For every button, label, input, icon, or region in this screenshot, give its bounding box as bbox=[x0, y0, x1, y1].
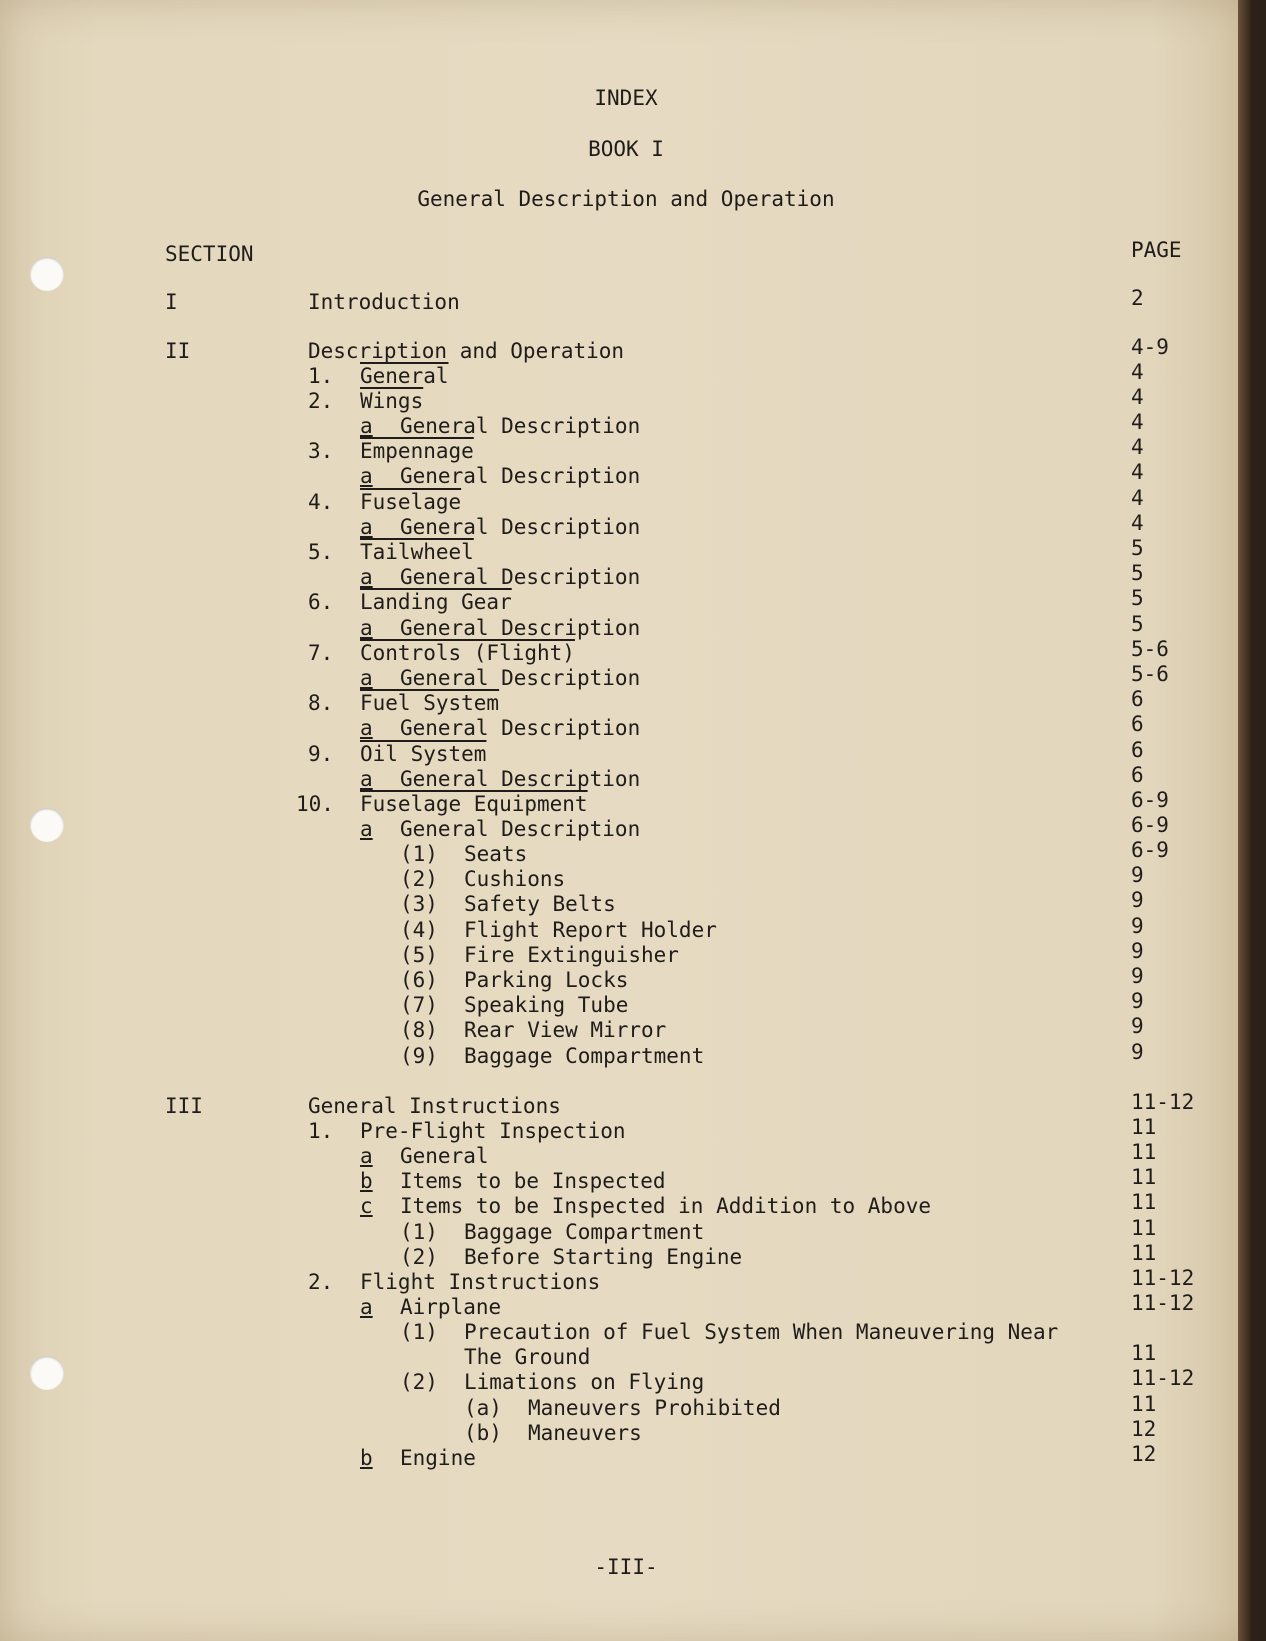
page-column-header: PAGE bbox=[1131, 238, 1182, 262]
item-number: 5. bbox=[308, 540, 334, 564]
subitem-title: General bbox=[400, 1144, 489, 1168]
paren-title: Seats bbox=[464, 842, 528, 866]
page-reference: 5 bbox=[1131, 586, 1144, 610]
page-reference: 11 bbox=[1131, 1165, 1157, 1189]
item-title: Controls (Flight) bbox=[360, 641, 575, 665]
paren-number: (6) bbox=[400, 968, 438, 992]
item-title: Flight Instructions bbox=[360, 1270, 601, 1294]
paren-title: Speaking Tube bbox=[464, 993, 629, 1017]
item-number: 6. bbox=[308, 590, 334, 614]
paren-number: (2) bbox=[400, 867, 438, 891]
page-reference: 6-9 bbox=[1131, 788, 1169, 812]
subitem-letter: a bbox=[360, 565, 373, 589]
section-numeral: II bbox=[165, 339, 191, 363]
paren-title: Cushions bbox=[464, 867, 566, 891]
paren-number: (1) bbox=[400, 842, 438, 866]
subparen-letter: (b) bbox=[464, 1421, 502, 1445]
subitem-title: General Description bbox=[400, 414, 641, 438]
item-number: 1. bbox=[308, 364, 334, 388]
page-reference: 4 bbox=[1131, 486, 1144, 510]
page-reference: 5-6 bbox=[1131, 662, 1169, 686]
subparen-letter: (a) bbox=[464, 1396, 502, 1420]
page-reference: 6-9 bbox=[1131, 813, 1169, 837]
page-reference: 11-12 bbox=[1131, 1366, 1195, 1390]
paren-number: (1) bbox=[400, 1220, 438, 1244]
paren-title: Flight Report Holder bbox=[464, 918, 717, 942]
subparen-title: Maneuvers bbox=[528, 1421, 642, 1445]
item-title: Pre-Flight Inspection bbox=[360, 1119, 626, 1143]
page-number: -III- bbox=[594, 1555, 658, 1579]
page-reference: 5-6 bbox=[1131, 637, 1169, 661]
subitem-letter: a bbox=[360, 1144, 373, 1168]
subitem-title: General Description bbox=[400, 616, 641, 640]
page-reference: 11 bbox=[1131, 1392, 1157, 1416]
item-number: 3. bbox=[308, 439, 334, 463]
subitem-letter: a bbox=[360, 817, 373, 841]
page-reference: 4 bbox=[1131, 511, 1144, 535]
paren-number: (3) bbox=[400, 892, 438, 916]
paren-title: Rear View Mirror bbox=[464, 1018, 667, 1042]
subitem-title: General Description bbox=[400, 767, 641, 791]
paren-title: Baggage Compartment bbox=[464, 1220, 705, 1244]
item-title: Wings bbox=[360, 389, 424, 413]
page-reference: 5 bbox=[1131, 612, 1144, 636]
subitem-letter: a bbox=[360, 515, 373, 539]
paren-title: Baggage Compartment bbox=[464, 1044, 705, 1068]
subitem-title: Items to be Inspected bbox=[400, 1169, 666, 1193]
subitem-title: General Description bbox=[400, 817, 641, 841]
item-number: 10. bbox=[296, 792, 334, 816]
subitem-letter: a bbox=[360, 414, 373, 438]
page-reference: 4 bbox=[1131, 410, 1144, 434]
item-number: 8. bbox=[308, 691, 334, 715]
item-title: General bbox=[360, 364, 449, 388]
page-reference: 9 bbox=[1131, 939, 1144, 963]
item-number: 2. bbox=[308, 1270, 334, 1294]
subitem-letter: a bbox=[360, 464, 373, 488]
item-number: 7. bbox=[308, 641, 334, 665]
page-reference: 9 bbox=[1131, 914, 1144, 938]
paren-title: Before Starting Engine bbox=[464, 1245, 743, 1269]
item-title: Oil System bbox=[360, 742, 487, 766]
page-reference: 6-9 bbox=[1131, 838, 1169, 862]
page-reference: 9 bbox=[1131, 989, 1144, 1013]
item-number: 1. bbox=[308, 1119, 334, 1143]
item-number: 4. bbox=[308, 490, 334, 514]
section-title: General Instructions bbox=[308, 1094, 561, 1118]
page-reference: 12 bbox=[1131, 1442, 1157, 1466]
subitem-letter: a bbox=[360, 1295, 373, 1319]
item-title: Fuselage bbox=[360, 490, 462, 514]
page-reference: 9 bbox=[1131, 1014, 1144, 1038]
paren-number: (1) bbox=[400, 1320, 438, 1344]
section-title: Introduction bbox=[308, 290, 460, 314]
item-title: Tailwheel bbox=[360, 540, 474, 564]
subitem-title: Airplane bbox=[400, 1295, 502, 1319]
punch-hole bbox=[30, 1356, 64, 1390]
paren-title: Limations on Flying bbox=[464, 1370, 705, 1394]
page-reference: 6 bbox=[1131, 738, 1144, 762]
section-title: Description and Operation bbox=[308, 339, 625, 363]
page-reference: 4 bbox=[1131, 435, 1144, 459]
page-reference: 5 bbox=[1131, 536, 1144, 560]
page-reference: 4 bbox=[1131, 460, 1144, 484]
paren-number: (7) bbox=[400, 993, 438, 1017]
page-reference: 6 bbox=[1131, 712, 1144, 736]
paren-title: Safety Belts bbox=[464, 892, 616, 916]
paren-number: (8) bbox=[400, 1018, 438, 1042]
page-reference: 12 bbox=[1131, 1417, 1157, 1441]
page-reference: 11-12 bbox=[1131, 1090, 1195, 1114]
book-subtitle: General Description and Operation bbox=[417, 187, 835, 211]
item-title: Fuselage Equipment bbox=[360, 792, 588, 816]
subitem-letter: b bbox=[360, 1446, 373, 1470]
page-reference: 6 bbox=[1131, 687, 1144, 711]
subitem-title: General Description bbox=[400, 515, 641, 539]
page-reference: 9 bbox=[1131, 863, 1144, 887]
page-edge bbox=[1238, 0, 1252, 1641]
subitem-title: General Description bbox=[400, 464, 641, 488]
item-number: 9. bbox=[308, 742, 334, 766]
page-reference: 9 bbox=[1131, 1040, 1144, 1064]
page-reference: 4 bbox=[1131, 385, 1144, 409]
item-title: Fuel System bbox=[360, 691, 500, 715]
subitem-title: Items to be Inspected in Addition to Above bbox=[400, 1194, 932, 1218]
section-column-header: SECTION bbox=[165, 242, 254, 266]
item-title: Empennage bbox=[360, 439, 474, 463]
subparen-title: Maneuvers Prohibited bbox=[528, 1396, 781, 1420]
page-reference: 11 bbox=[1131, 1241, 1157, 1265]
page-reference: 9 bbox=[1131, 964, 1144, 988]
page-reference: 9 bbox=[1131, 888, 1144, 912]
subitem-letter: a bbox=[360, 666, 373, 690]
punch-hole bbox=[30, 257, 64, 291]
item-number: 2. bbox=[308, 389, 334, 413]
page-reference: 6 bbox=[1131, 763, 1144, 787]
index-title: INDEX bbox=[594, 86, 658, 110]
paren-title: Parking Locks bbox=[464, 968, 629, 992]
paren-number: (5) bbox=[400, 943, 438, 967]
subitem-letter: a bbox=[360, 716, 373, 740]
subitem-title: General Description bbox=[400, 565, 641, 589]
page-reference: 11 bbox=[1131, 1341, 1157, 1365]
paren-number: (2) bbox=[400, 1370, 438, 1394]
subitem-title: General Description bbox=[400, 666, 641, 690]
continued-title: The Ground bbox=[464, 1345, 591, 1369]
subitem-letter: a bbox=[360, 767, 373, 791]
page-reference: 11-12 bbox=[1131, 1291, 1195, 1315]
page-reference: 4 bbox=[1131, 360, 1144, 384]
page-reference: 11 bbox=[1131, 1216, 1157, 1240]
paren-number: (9) bbox=[400, 1044, 438, 1068]
paren-title: Precaution of Fuel System When Maneuvering Near bbox=[464, 1320, 1059, 1344]
paren-number: (2) bbox=[400, 1245, 438, 1269]
page-reference: 11 bbox=[1131, 1115, 1157, 1139]
subitem-letter: c bbox=[360, 1194, 373, 1218]
subitem-title: General Description bbox=[400, 716, 641, 740]
page-reference: 2 bbox=[1131, 286, 1144, 310]
punch-hole bbox=[30, 808, 64, 842]
page-reference: 11 bbox=[1131, 1190, 1157, 1214]
page-reference: 11-12 bbox=[1131, 1266, 1195, 1290]
book-title: BOOK I bbox=[588, 137, 664, 161]
paren-number: (4) bbox=[400, 918, 438, 942]
page-reference: 4-9 bbox=[1131, 335, 1169, 359]
page-reference: 5 bbox=[1131, 561, 1144, 585]
item-title: Landing Gear bbox=[360, 590, 512, 614]
page-reference: 11 bbox=[1131, 1140, 1157, 1164]
subitem-letter: b bbox=[360, 1169, 373, 1193]
subitem-letter: a bbox=[360, 616, 373, 640]
paren-title: Fire Extinguisher bbox=[464, 943, 679, 967]
subitem-title: Engine bbox=[400, 1446, 476, 1470]
section-numeral: III bbox=[165, 1094, 203, 1118]
section-numeral: I bbox=[165, 290, 178, 314]
